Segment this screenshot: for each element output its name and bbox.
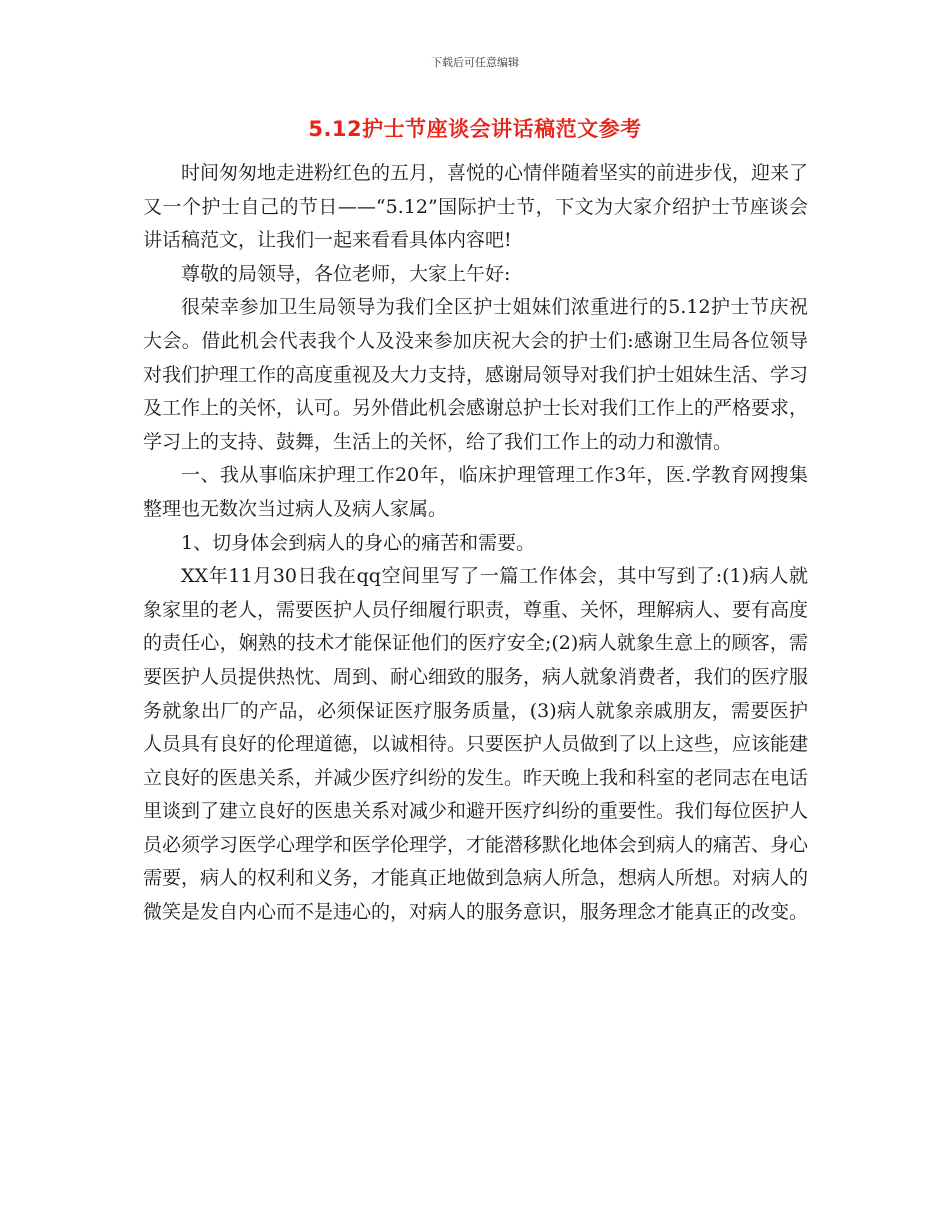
document-body [143, 157, 808, 930]
document-title: 5.12护士节座谈会讲话稿范文参考 [308, 117, 642, 141]
header-note: 下载后可任意编辑 [431, 56, 519, 69]
thanks-paragraph: 很荣幸参加卫生局领导为我们全区护士姐妹们浓重进行的5.12护士节庆祝大会。借此机会代表我个人及没来参加庆祝大会的护士们:感谢卫生局各位领导对我们护理工作的高度重视及大力支持，感谢局领导对我们护士姐妹生活、学习及工作上的关怀，认可。另外借此机会感谢总护士长对我们工作上的严格要求，学习上的支持、鼓舞，生活上的关怀，给了我们工作上的动力和激情。 [143, 296, 809, 453]
salutation-paragraph: 尊敬的局领导，各位老师，大家上午好: [181, 262, 511, 285]
intro-paragraph: 时间匆匆地走进粉红色的五月，喜悦的心情伴随着坚实的前进步伐，迎来了又一个护士自己的节日——“5.12”国际护士节，下文为大家介绍护士节座谈会讲话稿范文，让我们一起来看看具体内容吧! [143, 162, 809, 252]
section-one-paragraph: 一、我从事临床护理工作20年，临床护理管理工作3年，医.学教育网搜集整理也无数次当过病人及病人家属。 [143, 464, 808, 520]
experience-paragraph: XX年11月30日我在qq空间里写了一篇工作体会，其中写到了:(1)病人就象家里的老人，需要医护人员仔细履行职责，尊重、关怀，理解病人、要有高度的责任心，娴熟的技术才能保证他们的医疗安全;(2)病人就象生意上的顾客，需要医护人员提供热忱、周到、耐心细致的服务，病人就象消费者，我们的医疗服务就象出厂的产品，必须保证医疗服务质量，(3)病人就象亲戚朋友，需要医护人员具有良好的伦理道德，以诚相待。只要医护人员做到了以上这些，应该能建立良好的医患关系，并减少医疗纠纷的发生。昨天晚上我和科室的老同志在电话里谈到了建立良好的医患关系对减少和避开医疗纠纷的重要性。我们每位医护人员必须学习医学心理学和医学伦理学，才能潜移默化地体会到病人的痛苦、身心需要，病人的权利和义务，才能真正地做到急病人所急，想病人所想。对病人的微笑是发自内心而不是违心的，对病人的服务意识，服务理念才能真正的改变。 [143, 565, 809, 924]
point-one-paragraph: 1、切身体会到病人的身心的痛苦和需要。 [181, 531, 536, 554]
